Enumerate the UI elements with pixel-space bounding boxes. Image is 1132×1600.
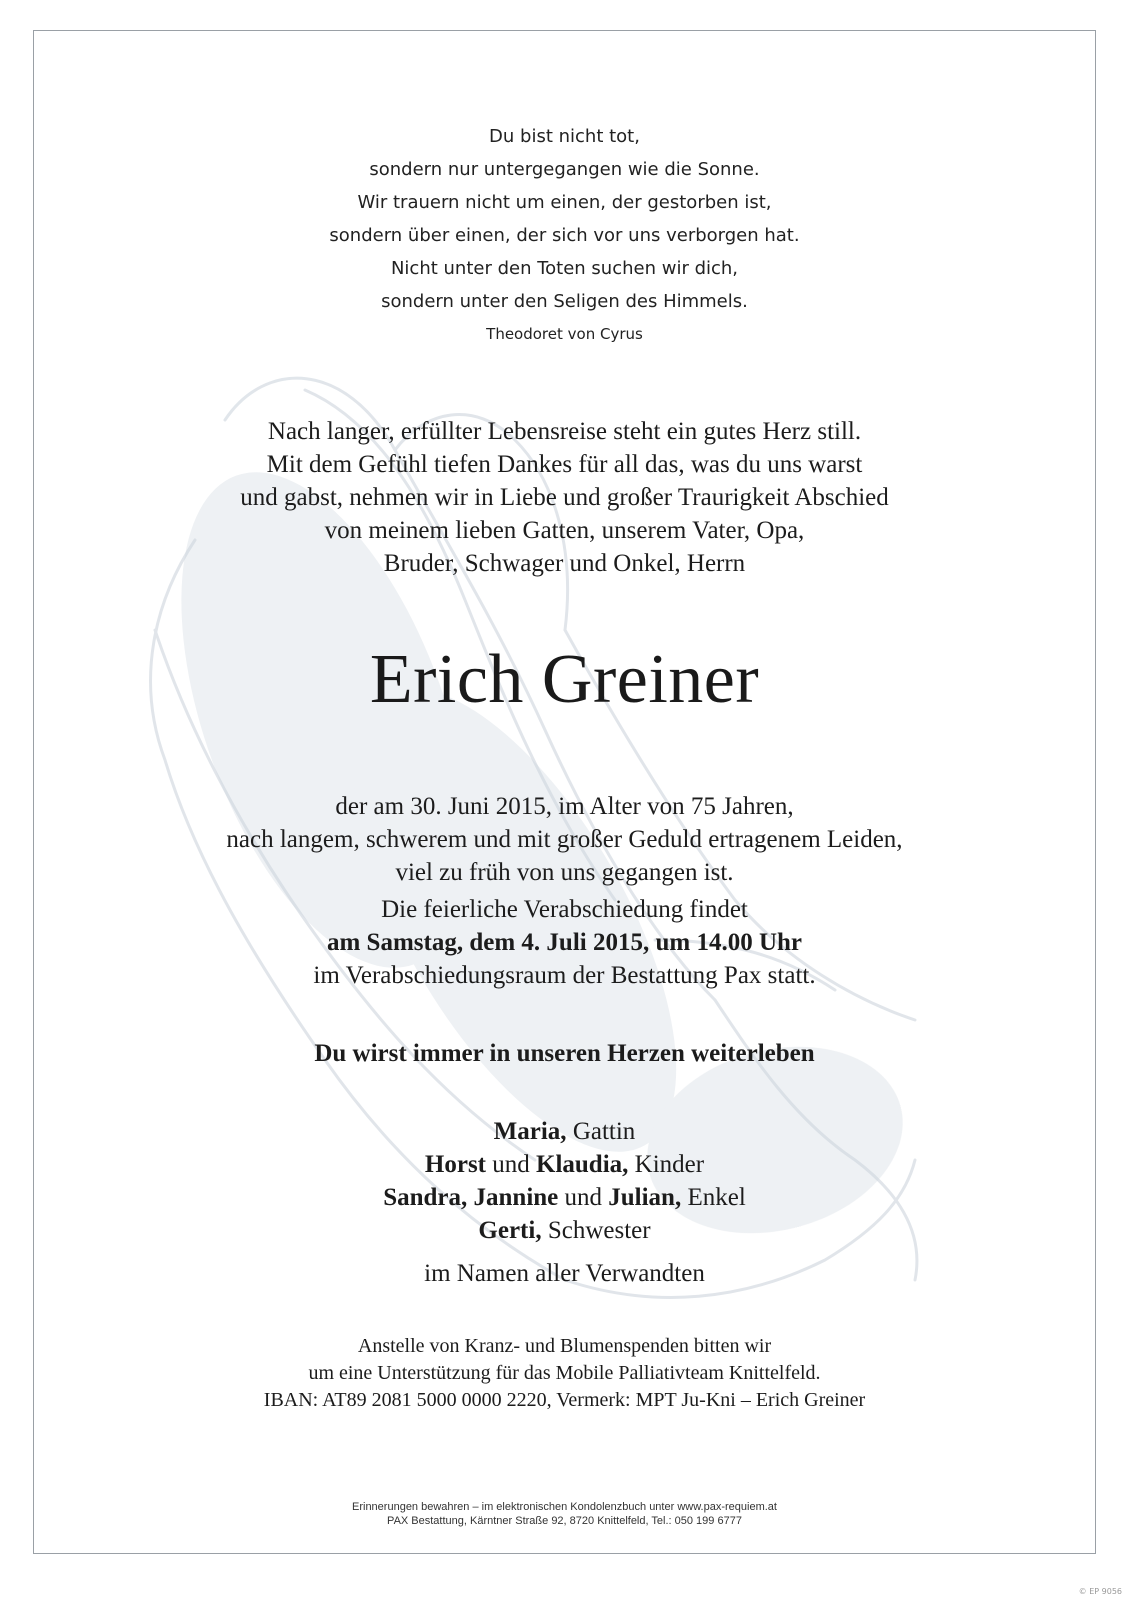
mourner-role: Schwester <box>547 1217 651 1244</box>
donation-request <box>33 1333 1096 1414</box>
intro-line: Mit dem Gefühl tiefen Dankes für all das, was du uns warst <box>266 451 863 478</box>
poem-line: sondern unter den Seligen des Himmels. <box>381 291 748 312</box>
conjunction: und <box>564 1184 603 1211</box>
mourner-name: Klaudia, <box>536 1151 629 1178</box>
intro-line: Nach langer, erfüllter Lebensreise steht ein gutes Herz still. <box>267 418 862 445</box>
mourner-row <box>33 1214 1096 1247</box>
ceremony-info <box>33 893 1096 992</box>
poem-line: sondern nur untergegangen wie die Sonne. <box>369 159 760 180</box>
footer-address-line: PAX Bestattung, Kärntner Straße 92, 8720 Knittelfeld, Tel.: 050 199 6777 <box>387 1515 742 1527</box>
death-line: viel zu früh von uns gegangen ist. <box>395 859 734 886</box>
donation-iban: IBAN: AT89 2081 5000 0000 2220, Vermerk: MPT Ju-Kni – Erich Greiner <box>263 1389 866 1411</box>
donation-line: Anstelle von Kranz- und Blumenspenden bitten wir <box>357 1335 772 1357</box>
mourner-name: Gerti, <box>478 1217 542 1244</box>
mourner-role: Enkel <box>687 1184 746 1211</box>
poem-line: Nicht unter den Toten suchen wir dich, <box>390 258 739 279</box>
motto: Du wirst immer in unseren Herzen weiterleben <box>314 1040 815 1067</box>
death-notice <box>33 790 1096 889</box>
mourner-row <box>33 1181 1096 1214</box>
mourner-row <box>33 1148 1096 1181</box>
mourner-role: Kinder <box>634 1151 705 1178</box>
mourner-role: Gattin <box>572 1118 636 1145</box>
donation-line: um eine Unterstützung für das Mobile Palliativteam Knittelfeld. <box>308 1362 821 1384</box>
poem-author: Theodoret von Cyrus <box>486 325 643 343</box>
intro-line: und gabst, nehmen wir in Liebe und großer Traurigkeit Abschied <box>240 484 889 511</box>
mourners-closing: im Namen aller Verwandten <box>424 1260 705 1287</box>
print-code: © EP 9056 <box>1078 1587 1122 1596</box>
footer <box>33 1500 1096 1528</box>
poem-line: Du bist nicht tot, <box>489 126 640 147</box>
poem-line: sondern über einen, der sich vor uns verborgen hat. <box>329 225 800 246</box>
death-line: nach langem, schwerem und mit großer Geduld ertragenem Leiden, <box>226 826 903 853</box>
poem <box>33 120 1096 351</box>
deceased-name: Erich Greiner <box>369 641 760 718</box>
ceremony-date: am Samstag, dem 4. Juli 2015, um 14.00 Uhr <box>326 929 802 956</box>
conjunction: und <box>492 1151 530 1178</box>
intro-text <box>33 415 1096 580</box>
mourner-name: Julian, <box>608 1184 682 1211</box>
mourner-name: Sandra, Jannine <box>383 1184 559 1211</box>
mourners-list <box>33 1115 1096 1290</box>
ceremony-location: im Verabschiedungsraum der Bestattung Pax statt. <box>313 962 816 989</box>
poem-line: Wir trauern nicht um einen, der gestorben ist, <box>357 192 772 213</box>
mourner-row <box>33 1115 1096 1148</box>
intro-line: Bruder, Schwager und Onkel, Herrn <box>383 550 746 577</box>
death-line: der am 30. Juni 2015, im Alter von 75 Jahren, <box>335 793 794 820</box>
mourner-name: Horst <box>424 1151 487 1178</box>
mourner-name: Maria, <box>493 1118 567 1145</box>
ceremony-line: Die feierliche Verabschiedung findet <box>381 896 748 923</box>
footer-condolence-line: Erinnerungen bewahren – im elektronischen Kondolenzbuch unter www.pax-requiem.at <box>352 1501 777 1513</box>
intro-line: von meinem lieben Gatten, unserem Vater, Opa, <box>324 517 805 544</box>
